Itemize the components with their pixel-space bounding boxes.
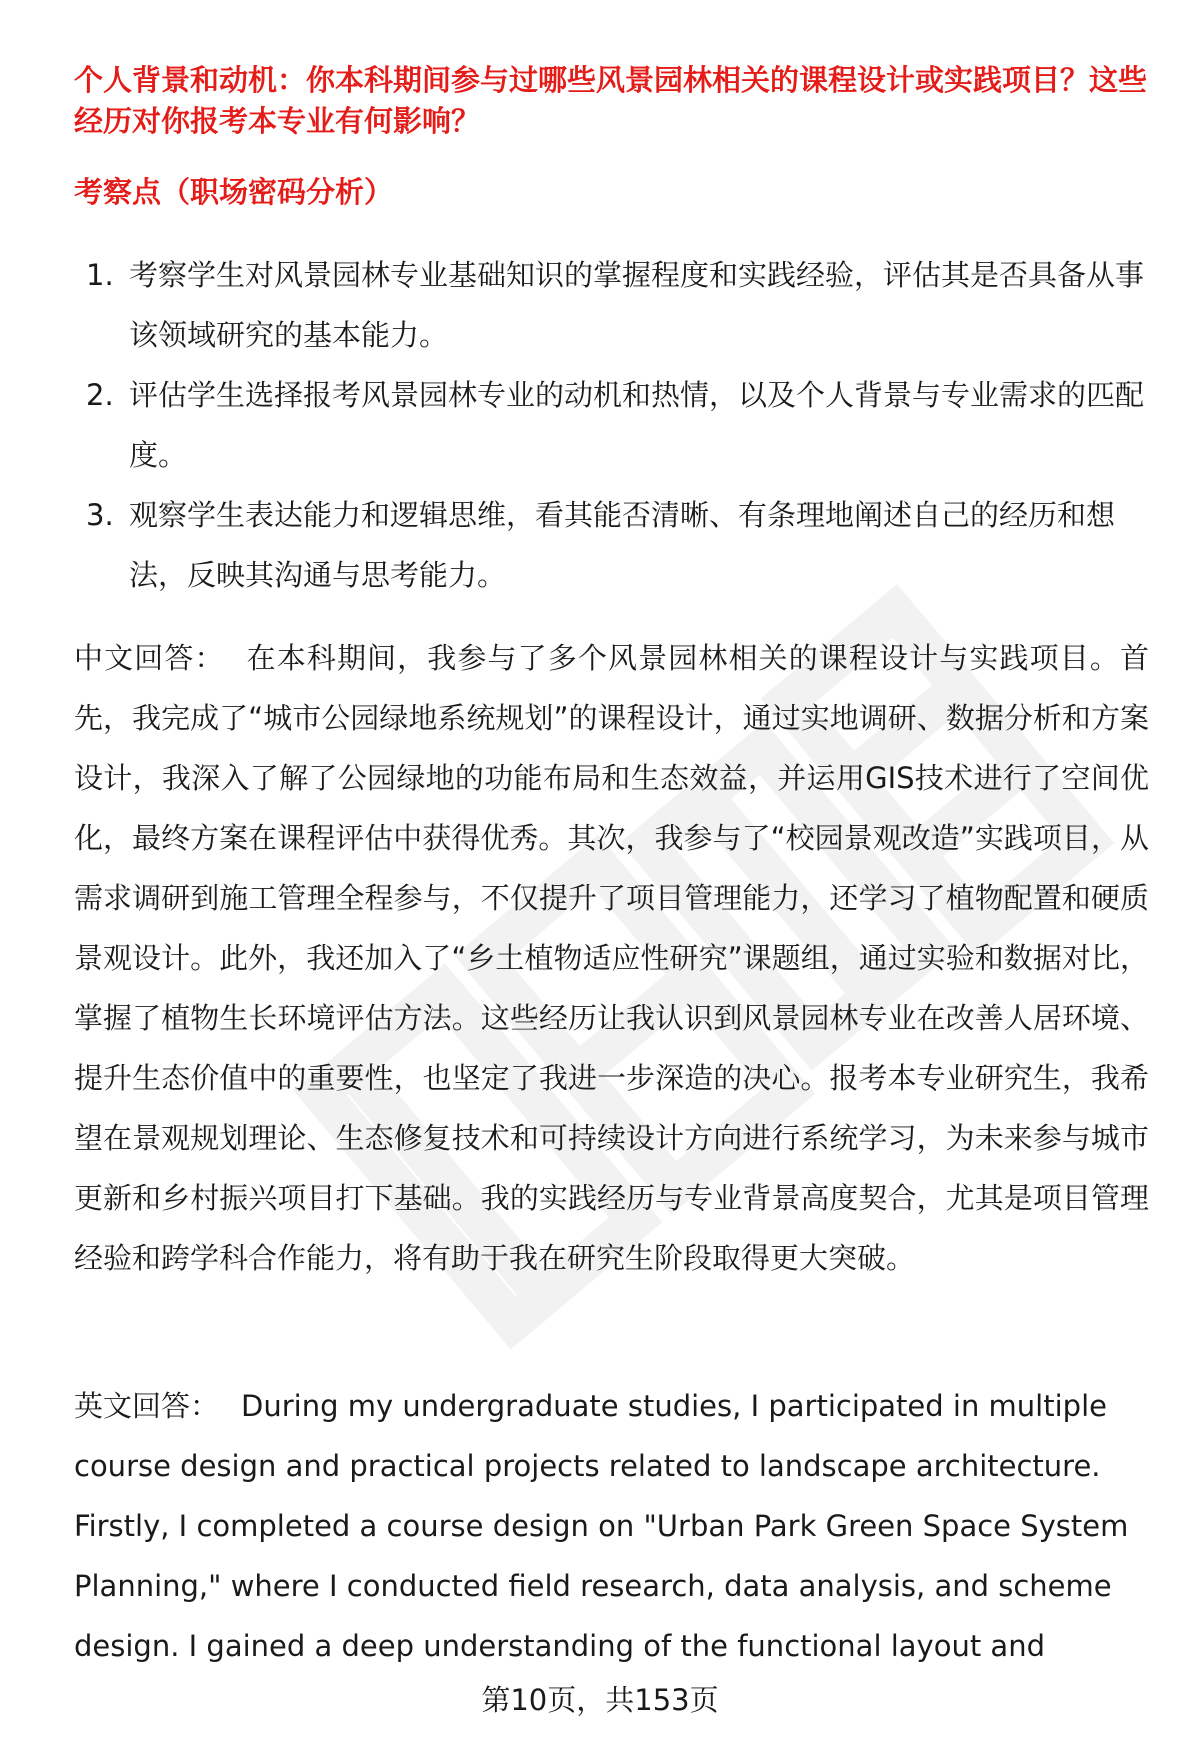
chinese-answer-label: 中文回答： bbox=[74, 641, 225, 675]
chinese-answer bbox=[74, 628, 1149, 1288]
chinese-answer-text: 在本科期间，我参与了多个风景园林相关的课程设计与实践项目。首先，我完成了“城市公园绿地系统规划”的课程设计，通过实地调研、数据分析和方案设计，我深入了解了公园绿地的功能布局和生态效益，并运用GIS技术进行了空间优化，最终方案在课程评估中获得优秀。其次，我参与了“校园景观改造”实践项目，从需求调研到施工管理全程参与，不仅提升了项目管理能力，还学习了植物配置和硬质景观设计。此外，我还加入了“乡土植物适应性研究”课题组，通过实验和数据对比，掌握了植物生长环境评估方法。这些经历让我认识到风景园林专业在改善人居环境、提升生态价值中的重要性，也坚定了我进一步深造的决心。报考本专业研究生，我希望在景观规划理论、生态修复技术和可持续设计方向进行系统学习，为未来参与城市更新和乡村振兴项目打下基础。我的实践经历与专业背景高度契合，尤其是项目管理经验和跨学科合作能力，将有助于我在研究生阶段取得更大突破。 bbox=[74, 641, 1149, 1275]
list-number: 1. bbox=[86, 258, 114, 292]
list-number: 3. bbox=[86, 498, 114, 532]
list-item bbox=[74, 365, 1149, 485]
list-item bbox=[74, 245, 1149, 365]
english-answer-label: 英文回答： bbox=[74, 1389, 220, 1423]
list-item-text: 评估学生选择报考风景园林专业的动机和热情，以及个人背景与专业需求的匹配度。 bbox=[129, 378, 1145, 472]
evaluation-points-list bbox=[74, 245, 1149, 605]
list-item-text: 考察学生对风景园林专业基础知识的掌握程度和实践经验，评估其是否具备从事该领域研究的基本能力。 bbox=[129, 258, 1145, 352]
list-item-text: 观察学生表达能力和逻辑思维，看其能否清晰、有条理地阐述自己的经历和想法，反映其沟通与思考能力。 bbox=[129, 498, 1116, 592]
english-answer-text: During my undergraduate studies, I participated in multiple course design and practical projects related to landscape architecture. Firstly, I completed a course design on "Urban Park Green Space System Planning," where I conducted field research, data analysis, and scheme design. I gained a deep understanding of the functional layout and bbox=[74, 1389, 1129, 1663]
page-number-footer: 第10页，共153页 bbox=[481, 1683, 719, 1717]
list-number: 2. bbox=[86, 378, 114, 412]
question-heading: 个人背景和动机：你本科期间参与过哪些风景园林相关的课程设计或实践项目？这些经历对你报考本专业有何影响？ bbox=[74, 63, 1148, 138]
section-heading: 考察点（职场密码分析） bbox=[74, 175, 394, 209]
list-item bbox=[74, 485, 1149, 605]
english-answer bbox=[74, 1376, 1149, 1676]
